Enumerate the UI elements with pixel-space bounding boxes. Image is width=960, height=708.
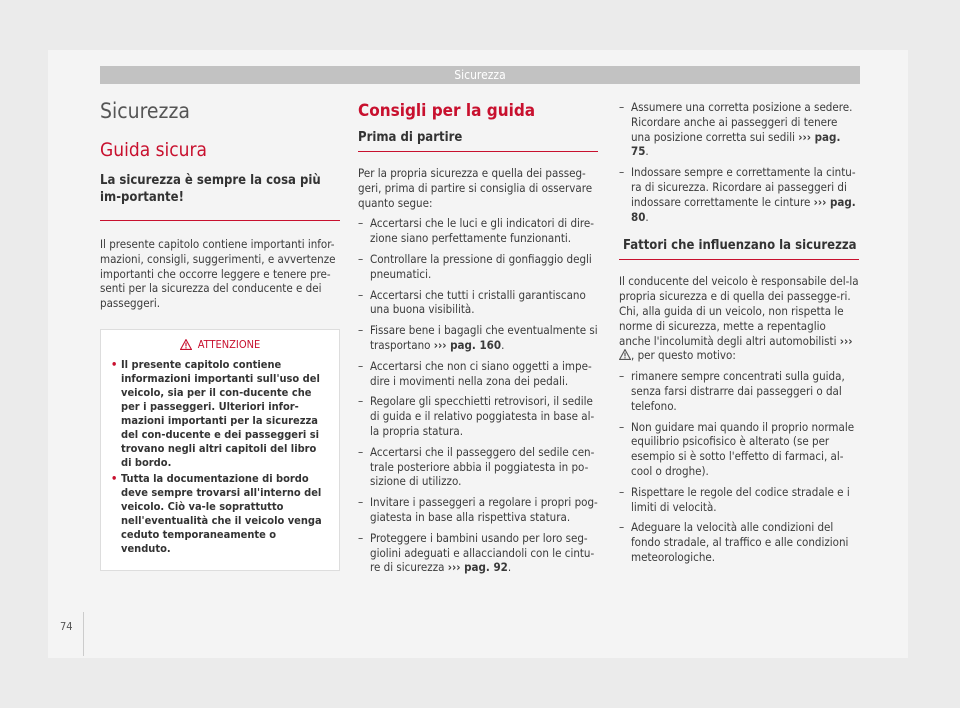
warning-header (111, 338, 329, 352)
bullet-icon: • (111, 357, 118, 371)
subsection-title: Fattori che influenzano la sicurezza (623, 238, 857, 254)
warning-box (100, 329, 340, 571)
checklist (619, 369, 859, 565)
page-reference-link[interactable]: ››› pag. 75 (631, 129, 841, 159)
list-item: – Controllare la pressione di gonfiaggio degli pneumatici. (358, 251, 592, 281)
divider (358, 151, 598, 152)
cross-reference-link[interactable]: ››› (839, 333, 853, 348)
section-header (100, 66, 860, 84)
page-reference-link[interactable]: ››› pag. 80 (631, 194, 856, 224)
list-item: – Accertarsi che le luci e gli indicatori di dire-zione siano perfettamente funzionanti. (358, 216, 595, 246)
chapter-title: Sicurezza (100, 99, 190, 123)
column-3 (619, 92, 859, 571)
warning-item-text: Il presente capitolo contiene informazioni importanti sull'uso del veicolo, sia per il con-ducente che per i passeggeri. Ulteriori infor-mazioni importanti per la sicurezza del con-ducente e dei passeggeri si trovano negli altri capitoli del libro di bordo. (121, 357, 320, 469)
list-item: – Rispettare le regole del codice stradale e i limiti di velocità. (619, 484, 850, 514)
page-number: 74 (60, 620, 73, 633)
list-item: – Accertarsi che non ci siano oggetti a impe-dire i movimenti nella zona dei pedali. (358, 358, 592, 388)
page-reference-link[interactable]: ››› pag. 160 (433, 337, 502, 352)
list-item: – Non guidare mai quando il proprio normale equilibrio psicofisico è alterato (se per esempio si è sotto l'effetto di farmaci, al-cool o droghe). (619, 419, 855, 478)
bullet-icon: • (111, 471, 118, 485)
list-item: – Indossare sempre e correttamente la cintu-ra di sicurezza. Ricordare ai passeggeri di indossare correttamente le cinture ››› pag. 80. (619, 165, 856, 224)
lead-text: La sicurezza è sempre la cosa più im-portante! (100, 173, 321, 205)
intro-paragraph: Il presente capitolo contiene importanti infor-mazioni, consigli, suggerimenti, e avvertenze importanti che occorre leggere e tenere pre-senti per la sicurezza del conducente e dei passeggeri. (100, 237, 336, 311)
intro-paragraph: Per la propria sicurezza e quella dei passeg-geri, prima di partire si consiglia di osservare quanto segue: (358, 166, 593, 210)
list-item: – Proteggere i bambini usando per loro seg-giolini adeguati e allacciandoli con le cintu-re di sicurezza ››› pag. 92. (358, 530, 595, 575)
margin-line (83, 612, 84, 656)
list-item: – Adeguare la velocità alle condizioni del fondo stradale, al traffico e alle condizioni meteorologiche. (619, 520, 849, 564)
list-item: – Assumere una corretta posizione a sedere. Ricordare anche ai passeggeri di tenere una posizione corretta sui sedili ››› pag. 75. (619, 100, 853, 159)
list-item: – Regolare gli specchietti retrovisori, il sedile di guida e il relativo poggiatesta in base al-la propria statura. (358, 394, 595, 438)
checklist-continued (619, 100, 859, 224)
list-item: – rimanere sempre concentrati sulla guida, senza farsi distrarre dai passeggeri o dal telefono. (619, 369, 845, 413)
warning-triangle-icon (180, 339, 192, 350)
list-item: – Accertarsi che il passeggero del sedile cen-trale posteriore abbia il poggiatesta in po-sizione di utilizzo. (358, 444, 595, 489)
subsection-title: Prima di partire (358, 130, 463, 145)
warning-item (111, 472, 329, 556)
column-1 (100, 92, 340, 571)
warning-title: ATTENZIONE (197, 337, 261, 351)
checklist (358, 216, 598, 575)
warning-item (111, 358, 329, 470)
list-item: – Fissare bene i bagagli che eventualmente si trasportano ››› pag. 160. (358, 323, 598, 352)
column-2 (358, 92, 598, 581)
warning-item-text: Tutta la documentazione di bordo deve sempre trovarsi all'interno del veicolo. Ciò va-le soprattutto nell'eventualità che il veicolo venga ceduto temporaneamente o venduto. (121, 471, 322, 555)
section-header-label: Sicurezza (454, 68, 506, 82)
section-title: Guida sicura (100, 139, 207, 161)
intro-paragraph: Il conducente del veicolo è responsabile del-la propria sicurezza e di quella dei passegge-ri. Chi, alla guida di un veicolo, non rispetta le norme di sicurezza, mette a repentaglio anche l'incolumità degli altri automobilisti ››› , per questo motivo: (619, 274, 859, 363)
divider (100, 220, 340, 221)
page-reference-link[interactable]: ››› pag. 92 (447, 560, 508, 575)
content-area (100, 92, 860, 612)
warning-triangle-icon (619, 349, 631, 360)
list-item: – Accertarsi che tutti i cristalli garantiscano una buona visibilità. (358, 287, 586, 317)
list-item: – Invitare i passeggeri a regolare i propri pog-giatesta in base alla rispettiva statura. (358, 495, 598, 524)
divider (619, 259, 859, 260)
section-title: Consigli per la guida (358, 101, 536, 121)
